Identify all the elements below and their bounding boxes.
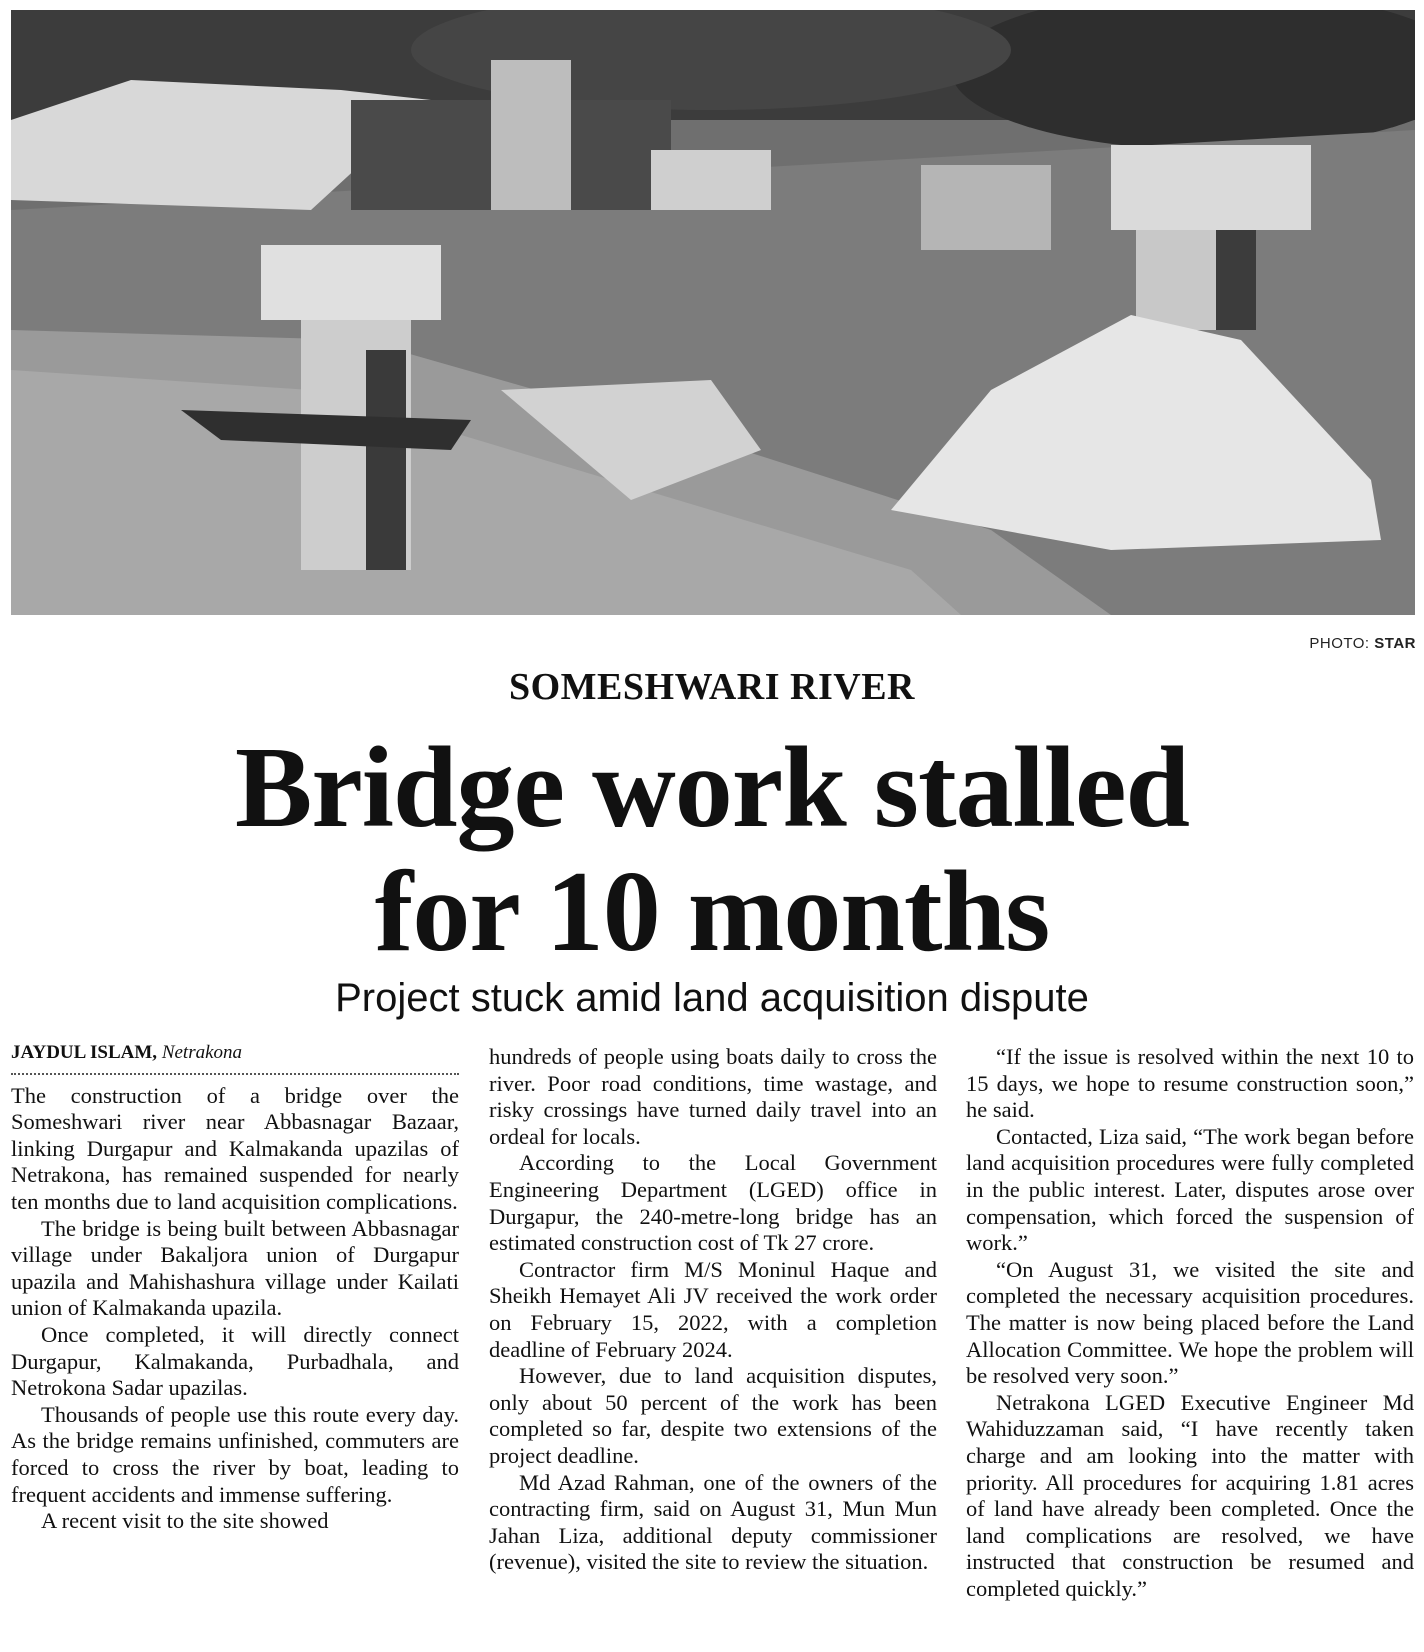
paragraph: The construction of a bridge over the Someshwari river near Abbasnagar Bazaar, linking Durgapur and Kalmakanda upazilas of Netrakona, has remained suspended for nearly ten months due to land acquisition complications. bbox=[11, 1082, 459, 1214]
article-column-1 bbox=[11, 1040, 459, 1535]
byline-location: Netrakona bbox=[161, 1042, 243, 1063]
paragraph: Contacted, Liza said, “The work began before land acquisition procedures were fully completed in the public interest. Later, disputes arose over compensation, which forced the suspension of work.” bbox=[966, 1123, 1414, 1256]
paragraph: Once completed, it will directly connect Durgapur, Kalmakanda, Purbadhala, and Netrokona Sadar upazilas. bbox=[11, 1321, 459, 1401]
paragraph: However, due to land acquisition disputes, only about 50 percent of the work has been completed so far, despite two extensions of the project deadline. bbox=[489, 1363, 937, 1468]
photo-credit-label: PHOTO: bbox=[1309, 635, 1370, 652]
paragraph: Thousands of people use this route every day. As the bridge remains unfinished, commuters are forced to cross the river by boat, leading to frequent accidents and immense suffering. bbox=[11, 1401, 459, 1507]
paragraph: The bridge is being built between Abbasnagar village under Bakaljora union of Durgapur upazila and Mahishashura village under Kailati union of Kalmakanda upazila. bbox=[11, 1215, 459, 1321]
article-headline bbox=[0, 726, 1424, 974]
headline-line-2: for 10 months bbox=[374, 848, 1050, 976]
paragraph: hundreds of people using boats daily to cross the river. Poor road conditions, time wastage, and risky crossings have turned daily travel into an ordeal for locals. bbox=[489, 1044, 937, 1149]
headline-line-1: Bridge work stalled bbox=[234, 724, 1190, 852]
paragraph: Netrakona LGED Executive Engineer Md Wahiduzzaman said, “I have recently taken charge and am looking into the matter with priority. All procedures for acquiring 1.81 acres of land have already been completed. Once the land complications are resolved, we have instructed that construction be resumed and completed quickly.” bbox=[966, 1389, 1414, 1601]
article-subhead: Project stuck amid land acquisition dispute bbox=[335, 976, 1089, 1020]
paragraph: Md Azad Rahman, one of the owners of the contracting firm, said on August 31, Mun Mun Jahan Liza, additional deputy commissioner (revenue), visited the site to review the situation. bbox=[489, 1469, 937, 1575]
byline-author: JAYDUL ISLAM, bbox=[11, 1042, 158, 1063]
photo-credit-source: STAR bbox=[1374, 635, 1416, 652]
article-column-2 bbox=[489, 1044, 937, 1576]
article-column-3 bbox=[966, 1044, 1414, 1602]
paragraph: A recent visit to the site showed bbox=[41, 1508, 329, 1534]
bridge-construction-photo bbox=[11, 10, 1415, 615]
paragraph: According to the Local Government Engineering Department (LGED) office in Durgapur, the 240-metre-long bridge has an estimated construction cost of Tk 27 crore. bbox=[489, 1150, 937, 1256]
paragraph: Contractor firm M/S Moninul Haque and Sheikh Hemayet Ali JV received the work order on February 15, 2022, with a completion deadline of February 2024. bbox=[489, 1256, 937, 1362]
photo-credit bbox=[1309, 635, 1416, 652]
paragraph: “On August 31, we visited the site and completed the necessary acquisition procedures. The matter is now being placed before the Land Allocation Committee. We hope the problem will be resolved very soon.” bbox=[966, 1256, 1414, 1389]
paragraph: “If the issue is resolved within the next 10 to 15 days, we hope to resume construction soon,” he said. bbox=[966, 1044, 1414, 1123]
article-kicker: SOMESHWARI RIVER bbox=[508, 666, 916, 708]
byline bbox=[11, 1040, 459, 1075]
